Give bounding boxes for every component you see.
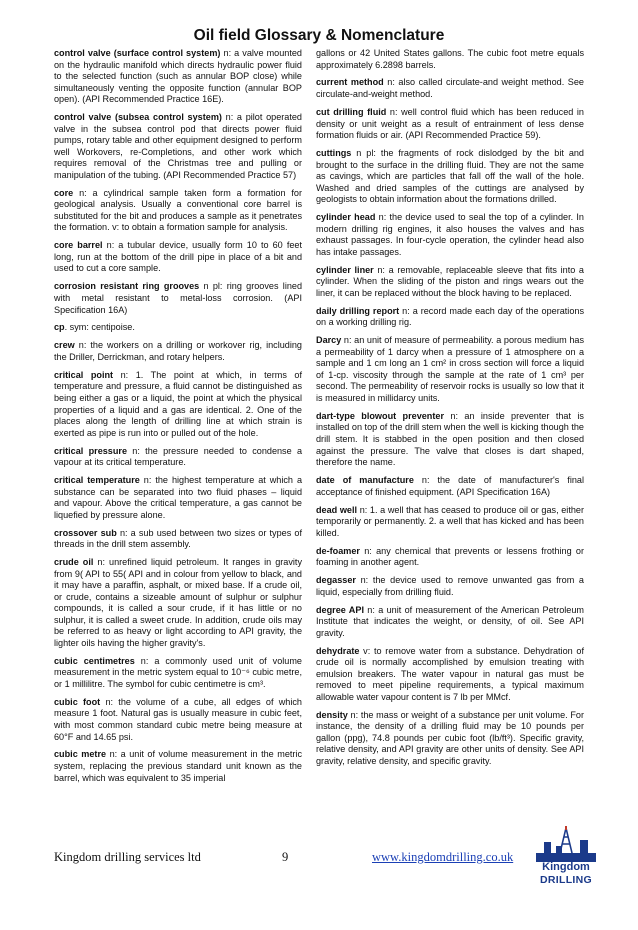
entry-term: corrosion resistant ring grooves [54, 281, 200, 292]
entry-definition: the pressure needed to condense a vapour at its critical temperature. [54, 445, 302, 468]
glossary-entry [54, 188, 302, 234]
entry-part-of-speech: n: [106, 749, 118, 760]
entry-term: critical temperature [54, 475, 140, 486]
entry-term: dart-type blowout preventer [316, 410, 444, 421]
entry-definition: a sub used between two sizes or types of threads in the drill stem assembly. [54, 527, 302, 550]
entry-part-of-speech: n: [100, 696, 114, 707]
entry-part-of-speech: n: [74, 340, 87, 351]
entry-part-of-speech: n: [220, 48, 232, 58]
logo-line-drilling: DRILLING [540, 874, 592, 886]
glossary-entry [316, 546, 584, 569]
entry-term: cubic foot [54, 696, 101, 707]
glossary-entry [316, 575, 584, 598]
entry-part-of-speech: n: [116, 527, 128, 538]
entry-term: cuttings [316, 148, 352, 158]
entry-definition: the volume of a cube, all edges of which measure 1 foot. Natural gas is usually measure in cubic feet, with most common standard cubic metre being measure at 60°F and 14.65 psi. [54, 696, 302, 742]
entry-term: cp [54, 322, 65, 333]
entry-term: current method [316, 77, 384, 88]
entry-definition: an inside preventer that is installed on top of the drill stem when the well is kicking though the drill stem. It is stabbed in the open position and then closed against the pressure. The valve that closes is dart shaped, therefore the name. [316, 410, 584, 468]
entry-term: core barrel [54, 240, 103, 251]
entry-term: control valve (subsea control system) [54, 112, 222, 123]
right-column [316, 48, 584, 774]
glossary-entry [316, 411, 584, 469]
entry-part-of-speech: n: [386, 106, 398, 117]
entry-part-of-speech: v: [359, 645, 371, 656]
entry-part-of-speech: n: [413, 475, 430, 486]
entry-definition: also called circulate-and weight method. See circulate-and-weight method. [316, 77, 584, 100]
glossary-entry [54, 749, 302, 784]
glossary-entry [316, 710, 584, 768]
entry-term: de-foamer [316, 545, 360, 556]
entry-part-of-speech: . [64, 322, 68, 333]
glossary-entry [54, 370, 302, 439]
entry-term: daily drilling report [316, 305, 400, 316]
entry-part-of-speech: n: [341, 335, 352, 346]
entry-part-of-speech: n: [127, 445, 140, 456]
entry-part-of-speech: n: [134, 655, 149, 666]
entry-part-of-speech: n: [444, 410, 458, 421]
entry-definition: the device used to seal the top of a cylinder. In modern drilling rig engines, it also houses the valves and has exhaust passages. In four-cycle operation, the cylinder head also has intake passages. [316, 212, 584, 257]
entry-definition: well control fluid which has been reduced in density or unit weight as a result of entrainment of less dense formation fluids or air. (API Recommended Practice 59). [316, 106, 584, 141]
left-column [54, 48, 302, 790]
entry-definition: unrefined liquid petroleum. It ranges in gravity from 9( API to 55( API and in colour from yellow to black, and it may have a paraffin, asphalt, or mixed base. If a crude oil, or crude, contains a sizeable amount of sulphur or sulphur compounds, it is called a sour crude, if it has little or no sulphur, it is called a sweet crude. In addition, crude oils may be referred to as heavy or light according to API gravity, the lighter oils having the higher gravity's. [54, 557, 302, 648]
entry-definition: a tubular device, usually form 10 to 60 feet long, run at the bottom of the drill pipe in place of a bit and used to cut a core sample. [54, 240, 302, 274]
entry-term: degree API [316, 604, 364, 615]
entry-definition: a commonly used unit of volume measurement in the metric system equal to 10⁻⁶ cubic metre, or 1 millilitre. The symbol for cubic centimetre is cm³. [54, 655, 302, 689]
entry-term: degasser [316, 575, 356, 586]
entry-definition: an unit of measure of permeability. a porous medium has a permeability of 1 darcy when a pressure of 1 atmosphere on a sample and 1 cm long an 1 cm² in cross section will force a liquid of 1-cp. viscosity through the sample at the rate of 1 cm³ per second. The permeability of reservoir rocks is usually so low that it is measured in millidarcy units. [316, 335, 584, 403]
glossary-entry [316, 335, 584, 404]
entry-definition: the date of manufacturer's final acceptance of finished equipment. (API Specification 16A) [316, 475, 584, 497]
entry-term: control valve (surface control system) [54, 48, 221, 58]
glossary-entry [54, 112, 302, 181]
entry-definition: the device used to remove unwanted gas from a liquid, especially from drilling fluid. [316, 575, 584, 597]
glossary-entry [54, 281, 302, 316]
entry-term: crossover sub [54, 527, 117, 538]
footer-website-link[interactable]: www.kingdomdrilling.co.uk [372, 850, 514, 864]
entry-definition: 1. a well that has ceased to produce oil or gas, either temporarily or permanently. 2. a well that has kicked and has been killed. [316, 504, 584, 538]
entry-definition: the fragments of rock dislodged by the bit and brought to the surface in the drilling fluid. They are not the same as cavings, which are particles that fall off the wall of the hole. Washed and dried samples of the cuttings are analysed by geologists to obtain information about the formations drilled. [316, 148, 584, 205]
glossary-entry [54, 656, 302, 691]
entry-term: dehydrate [316, 645, 360, 656]
glossary-entry [316, 148, 584, 206]
glossary-entry [316, 77, 584, 100]
entry-part-of-speech: n: [359, 545, 372, 556]
entry-term: critical pressure [54, 445, 128, 456]
entry-definition: a removable, replaceable sleeve that fits into a cylinder. When the sliding of the piston and rings wears out the liner, it can be replaced without the block having to be replaced. [316, 264, 584, 298]
entry-term: crew [54, 340, 75, 351]
entry-part-of-speech: n: [221, 112, 234, 123]
glossary-entry [54, 475, 302, 521]
glossary-entry [316, 505, 584, 540]
entry-part-of-speech: n: [73, 187, 87, 198]
entry-term: cubic metre [54, 749, 107, 760]
glossary-entry [54, 446, 302, 469]
entry-part-of-speech: n: [357, 504, 368, 515]
entry-term: critical point [54, 369, 114, 380]
glossary-entry [54, 340, 302, 363]
entry-definition: gallons or 42 United States gallons. The cubic foot metre equals approximately 6.2898 barrels. [316, 48, 584, 70]
glossary-entry [316, 265, 584, 300]
entry-part-of-speech: n: [113, 369, 129, 380]
glossary-entry [54, 48, 302, 106]
entry-term: density [316, 709, 348, 720]
entry-term: dead well [316, 504, 358, 515]
entry-part-of-speech: n pl: [199, 281, 223, 292]
entry-definition: a valve mounted on the hydraulic manifold which directs hydraulic power fluid to the selected function (such as annular BOP close) while simultaneously venting the opposite function (annular BOP open). (API Recommended Practice 16E). [54, 48, 302, 105]
glossary-entry [54, 557, 302, 649]
entry-part-of-speech: n: [375, 212, 387, 223]
entry-term: core [54, 187, 74, 198]
entry-term: Darcy [316, 335, 342, 346]
drilling-rig-icon [536, 826, 596, 862]
entry-definition: sym: centipoise. [67, 322, 135, 333]
entry-definition: to remove water from a substance. Dehydration of crude oil is normally accomplished by emulsion treating with emulsion breakers. The water vapour in natural gas must be removed to meet pipeline requirements, a typical maximum allowable water vapour content is 7 lb per MMcf. [316, 645, 584, 702]
entry-part-of-speech: n: [373, 264, 385, 275]
entry-definition: the highest temperature at which a substance can be separated into two fluid phases – liquid and vapour. Above the critical temperature, a gas cannot be liquefied by pressure alone. [54, 475, 303, 520]
entry-part-of-speech: n: [363, 604, 375, 615]
glossary-entry [316, 475, 584, 498]
glossary-entry-continued [316, 48, 584, 71]
glossary-entry [54, 697, 302, 743]
entry-definition: a cylindrical sample taken form a formation for geological analysis. Usually a conventional core barrel is substituted for the bit and produces a sample as it penetrates the formation. v: to obtain a formation sample for analysis. [54, 187, 302, 233]
logo-line-kingdom: Kingdom [542, 861, 590, 873]
entry-definition: the workers on a drilling or workover rig, including the Driller, Derrickman, and rotary helpers. [54, 340, 302, 362]
entry-definition: any chemical that prevents or lessens frothing or foaming in another agent. [316, 545, 584, 568]
glossary-entry [316, 306, 584, 329]
entry-definition: a record made each day of the operations on a working drilling rig. [316, 305, 584, 328]
entry-part-of-speech: n: [383, 77, 395, 88]
entry-part-of-speech: n: [399, 305, 410, 316]
entry-part-of-speech: n: [139, 475, 152, 486]
entry-term: cylinder liner [316, 264, 374, 275]
glossary-entry [316, 107, 584, 142]
footer-company-name: Kingdom drilling services ltd [54, 850, 201, 864]
entry-part-of-speech: n: [102, 240, 115, 251]
entry-term: crude oil [54, 557, 94, 568]
page-number: 9 [282, 850, 289, 864]
glossary-entry [316, 605, 584, 640]
glossary-entry [54, 528, 302, 551]
entry-part-of-speech: n: [93, 557, 106, 568]
glossary-entry [316, 646, 584, 704]
entry-part-of-speech: n: [355, 575, 369, 586]
entry-term: cut drilling fluid [316, 106, 387, 117]
entry-term: cylinder head [316, 212, 376, 223]
entry-definition: a pilot operated valve in the subsea control pod that directs power fluid pumps, rotary table and other equipment designed to perform well Workovers, re-Completions, and other work which requires removal of the Christmas tree and pulling or manipulation of the tubing. (API Recommended Practice 57) [54, 112, 302, 180]
glossary-entry [54, 322, 302, 334]
entry-definition: ring grooves lined with metal resistant to metal-loss corrosion. (API Specification 16A) [54, 281, 303, 315]
entry-term: cubic centimetres [54, 655, 135, 666]
entry-definition: a unit of measurement of the American Petroleum Institute that indicates the weight, or density, of oil. See API gravity. [316, 604, 584, 638]
glossary-entry [54, 240, 302, 275]
entry-definition: a unit of volume measurement in the metric system, replacing the previous standard unit known as the barrel, which was equivalent to 35 imperial [54, 749, 302, 783]
kingdom-drilling-logo [536, 826, 596, 892]
entry-definition: the mass or weight of a substance per unit volume. For instance, the density of a drilling fluid may be 10 pounds per gallon (ppg), 74.8 pounds per cubic foot (lb/ft³). Specific gravity, relative density, and API gravity are other units of density. See API gravity, relative density, and specific gravity. [316, 709, 584, 766]
entry-part-of-speech: n pl: [351, 148, 376, 158]
page-title: Oil field Glossary & Nomenclature [193, 27, 445, 44]
entry-definition: 1. The point at which, in terms of temperature and pressure, a fluid cannot be distinguished as being either a gas or a liquid, the point at which the physical properties of a liquid and a gas are identical. 2. One of the places along the length of drilling line at which strain is exerted as pipe is run into or pulled out of the hole. [54, 369, 302, 438]
entry-part-of-speech: n: [347, 709, 359, 720]
glossary-entry [316, 212, 584, 258]
entry-term: date of manufacture [316, 475, 414, 486]
